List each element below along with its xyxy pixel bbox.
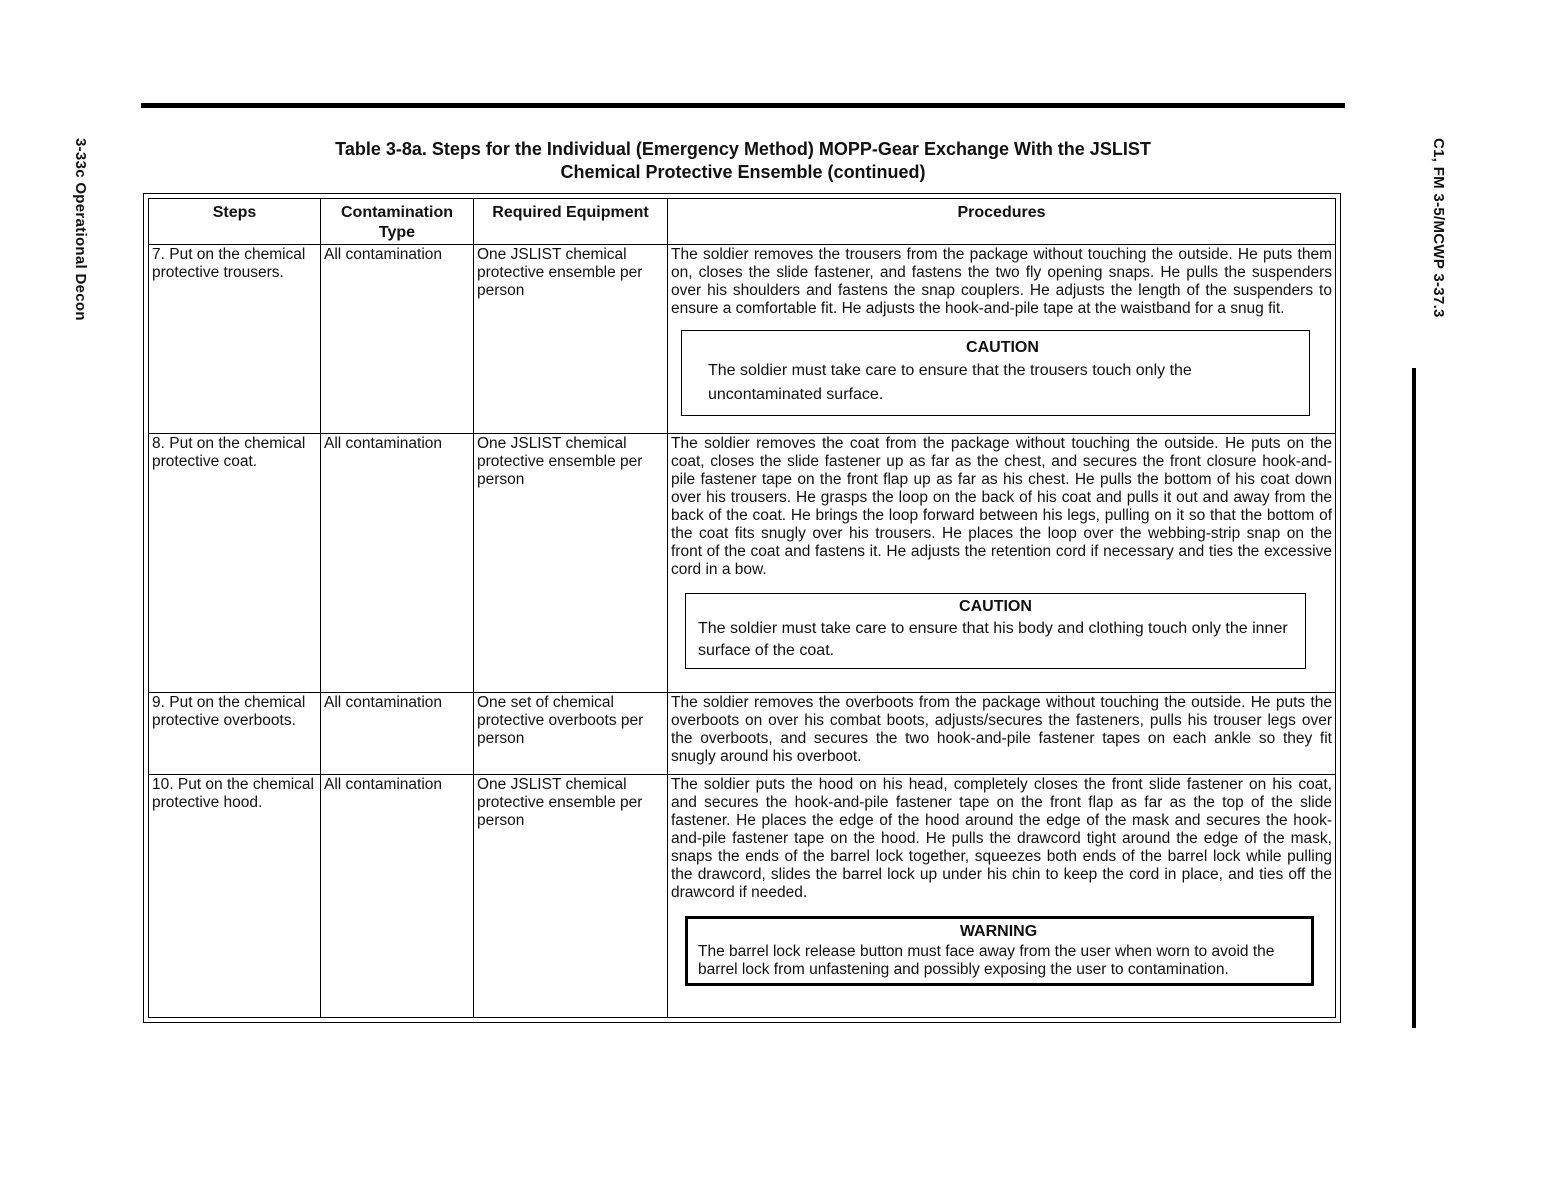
equipment-line1: One set of chemical [477, 694, 614, 711]
header-procedures: Procedures [668, 199, 1336, 245]
table-header-row [149, 199, 1336, 245]
procedure-table [148, 198, 1336, 1018]
contamination-cell: All contamination [321, 775, 474, 1018]
procedure-cell [668, 245, 1336, 434]
caution-title: CAUTION [959, 598, 1032, 615]
table-title [141, 138, 1345, 184]
side-page-label: 3-33c Operational Decon [72, 138, 89, 321]
equipment-cell [474, 775, 668, 1018]
table-row [149, 245, 1336, 434]
caution-text: The soldier must take care to ensure that his body and clothing touch only the inner surface of the coat. [698, 620, 1288, 659]
caution-box [681, 330, 1310, 416]
side-document-label: C1, FM 3-5/MCWP 3-37.3 [1430, 138, 1447, 318]
procedure-cell [668, 775, 1336, 1018]
equipment-line1: One JSLIST chemical [477, 776, 627, 793]
caution-text: The soldier must take care to ensure that the trousers touch only the uncontaminated surface. [708, 362, 1192, 403]
warning-title: WARNING [959, 923, 1038, 940]
contamination-cell: All contamination [321, 693, 474, 775]
table-row [149, 693, 1336, 775]
equipment-line2: protective ensemble per person [477, 264, 643, 299]
header-steps: Steps [149, 199, 321, 245]
side-rule [1412, 368, 1416, 1028]
equipment-line2: protective overboots per person [477, 712, 644, 747]
table-title-line2: Chemical Protective Ensemble (continued) [560, 162, 926, 182]
contamination-cell: All contamination [321, 245, 474, 434]
equipment-line2: protective ensemble per person [477, 453, 643, 488]
equipment-cell [474, 245, 668, 434]
step-cell: 8. Put on the chemical protective coat. [149, 434, 321, 693]
procedure-text: The soldier removes the trousers from the package without touching the outside. He puts them on, closes the slide fastener, and fastens the two fly opening snaps. He pulls the suspenders over his shoulders and fastens the snap couplers. He adjusts the length of the suspenders to ensure a comfortable fit. He adjusts the hook-and-pile tape at the waistband for a snug fit. [671, 246, 1332, 317]
step-cell: 9. Put on the chemical protective overboots. [149, 693, 321, 775]
equipment-cell [474, 693, 668, 775]
top-rule [141, 103, 1345, 108]
procedure-cell [668, 434, 1336, 693]
table-row [149, 434, 1336, 693]
contamination-cell: All contamination [321, 434, 474, 693]
procedure-text: The soldier removes the overboots from the package without touching the outside. He puts the overboots on over his combat boots, adjusts/secures the fasteners, pulls his trouser legs over the overboots, and secures the two hook-and-pile fastener tapes on each ankle so they fit snugly around his overboot. [671, 694, 1332, 765]
procedure-text: The soldier puts the hood on his head, completely closes the front slide fastener on his coat, and secures the hook-and-pile fastener tape on the front flap as far as the top of the slide fastener. He places the edge of the hood around the edge of the mask and secures the hook-and-pile fastener tape on the hood. He pulls the drawcord tight around the edge of the mask, snaps the ends of the barrel lock together, squeezes both ends of the barrel lock while pulling the drawcord, slides the barrel lock up under his chin to keep the cord in place, and ties off the drawcord if needed. [671, 776, 1332, 901]
header-contamination-type: Contamination Type [321, 199, 474, 245]
step-cell: 10. Put on the chemical protective hood. [149, 775, 321, 1018]
step-cell: 7. Put on the chemical protective trousers. [149, 245, 321, 434]
header-required-equipment: Required Equipment [474, 199, 668, 245]
warning-box [685, 916, 1314, 986]
equipment-line1: One JSLIST chemical [477, 435, 627, 452]
equipment-line1: One JSLIST chemical [477, 246, 627, 263]
caution-title: CAUTION [966, 339, 1039, 356]
warning-text: The barrel lock release button must face away from the user when worn to avoid the barrel lock from unfastening and possibly exposing the user to contamination. [698, 943, 1275, 978]
procedure-cell [668, 693, 1336, 775]
table-row [149, 775, 1336, 1018]
caution-box [685, 593, 1306, 669]
equipment-line2: protective ensemble per person [477, 794, 643, 829]
equipment-cell [474, 434, 668, 693]
procedure-table-frame [143, 193, 1341, 1023]
table-title-line1: Table 3-8a. Steps for the Individual (Emergency Method) MOPP-Gear Exchange With the JSLIST [335, 139, 1151, 159]
procedure-text: The soldier removes the coat from the package without touching the outside. He puts on the coat, closes the slide fastener up as far as the chest, and secures the front closure hook-and-pile fastener tape on the front flap up as far as his chest. He pulls the bottom of his coat down over his trousers. He grasps the loop on the back of his coat and pulls it out and away from the back of the coat. He brings the loop forward between his legs, pulling on it so that the bottom of the coat fits snugly over his trousers. He places the loop over the webbing-strip snap on the front of the coat and fastens it. He adjusts the retention cord if necessary and ties the excessive cord in a bow. [671, 435, 1332, 578]
